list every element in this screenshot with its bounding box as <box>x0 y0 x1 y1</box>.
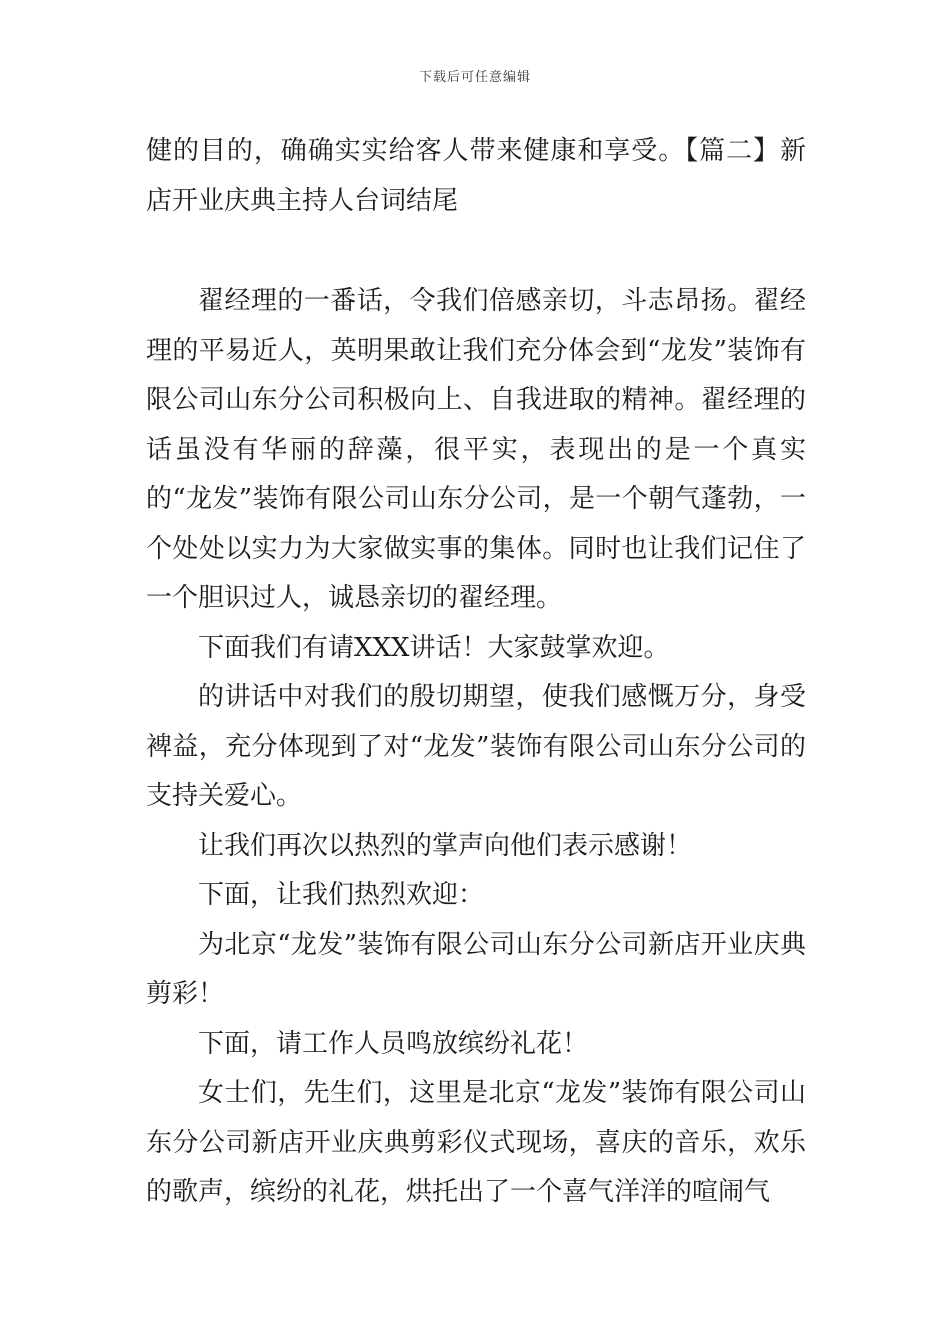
document-body <box>146 127 806 1218</box>
paragraph: 的讲话中对我们的殷切期望，使我们感慨万分，身受裨益，充分体现到了对“龙发”装饰有限公司山东分公司的支持关爱心。 <box>146 682 806 811</box>
paragraph: 翟经理的一番话，令我们倍感亲切，斗志昂扬。翟经理的平易近人，英明果敢让我们充分体会到“龙发”装饰有限公司山东分公司积极向上、自我进取的精神。翟经理的话虽没有华丽的辞藻，很平实，表现出的是一个真实的“龙发”装饰有限公司山东分公司，是一个朝气蓬勃，一个处处以实力为大家做实事的集体。同时也让我们记住了一个胆识过人，诚恳亲切的翟经理。 <box>146 286 806 613</box>
paragraph-continuation: 健的目的，确确实实给客人带来健康和享受。【篇二】新店开业庆典主持人台词结尾 <box>146 136 806 216</box>
page-header-note: 下载后可任意编辑 <box>418 70 531 85</box>
paragraph: 女士们，先生们，这里是北京“龙发”装饰有限公司山东分公司新店开业庆典剪彩仪式现场，喜庆的音乐，欢乐的歌声，缤纷的礼花，烘托出了一个喜气洋洋的喧闹气 <box>146 1078 806 1207</box>
paragraph: 为北京“龙发”装饰有限公司山东分公司新店开业庆典剪彩！ <box>146 929 806 1009</box>
paragraph-spacer <box>146 226 806 277</box>
paragraph: 下面，让我们热烈欢迎： <box>198 880 485 910</box>
paragraph: 让我们再次以热烈的掌声向他们表示感谢！ <box>198 830 693 861</box>
paragraph: 下面，请工作人员鸣放缤纷礼花！ <box>198 1028 589 1059</box>
paragraph: 下面我们有请XXX讲话！大家鼓掌欢迎。 <box>198 632 670 663</box>
